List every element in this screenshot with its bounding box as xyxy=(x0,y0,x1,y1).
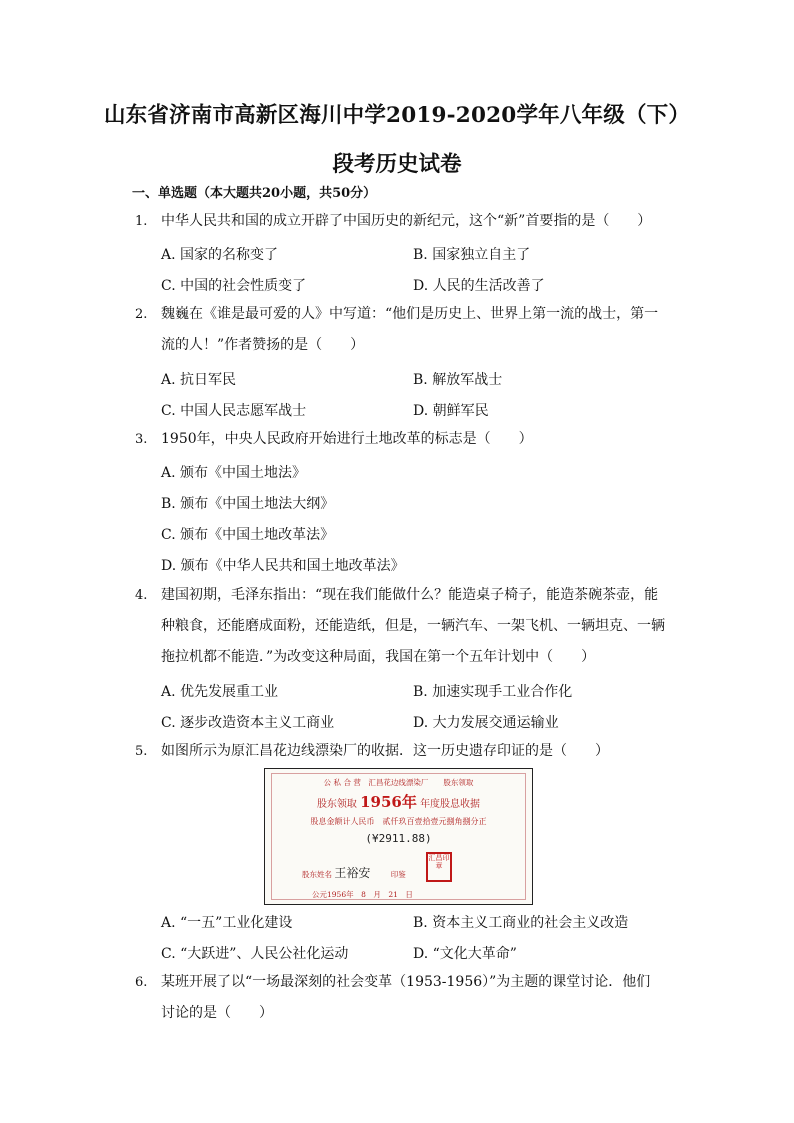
receipt-year: 1956年 xyxy=(360,793,417,811)
receipt-holder xyxy=(302,864,406,881)
question-text: 如图所示为原汇昌花边线漂染厂的收据．这一历史遗存印证的是（ ） xyxy=(161,743,609,759)
option-c[interactable]: C. 中国人民志愿军战士 xyxy=(161,403,307,419)
option-b[interactable]: B. 解放军战士 xyxy=(413,372,503,388)
option-b[interactable]: B. 颁布《中国土地法大纲》 xyxy=(161,496,335,512)
option-a[interactable]: A. 颁布《中国土地法》 xyxy=(161,465,307,481)
exam-subtitle: 段考历史试卷 xyxy=(332,152,462,177)
option-d[interactable]: D. 人民的生活改善了 xyxy=(413,278,545,294)
option-c[interactable]: C. 逐步改造资本主义工商业 xyxy=(161,715,335,731)
question-text: 中华人民共和国的成立开辟了中国历史的新纪元，这个“新”首要指的是（ ） xyxy=(161,213,652,229)
question-number: 2. xyxy=(135,307,148,322)
question-text: 1950年，中央人民政府开始进行土地改革的标志是（ ） xyxy=(161,431,533,447)
option-d[interactable]: D. 颁布《中华人民共和国土地改革法》 xyxy=(161,558,405,574)
option-b[interactable]: B. 加速实现手工业合作化 xyxy=(413,684,573,700)
receipt-header: 公 私 合 营 汇昌花边线漂染厂 股东领取 xyxy=(323,778,474,787)
question-number: 1. xyxy=(135,214,148,229)
exam-title: 山东省济南市高新区海川中学2019-2020学年八年级（下） xyxy=(103,103,691,128)
option-b[interactable]: B. 国家独立自主了 xyxy=(413,247,531,263)
option-a[interactable]: A. 国家的名称变了 xyxy=(161,247,279,263)
question-number: 5. xyxy=(135,744,148,759)
option-c[interactable]: C. 中国的社会性质变了 xyxy=(161,278,307,294)
receipt-year-prefix: 股东领取 xyxy=(316,799,357,810)
section-header: 一、单选题（本大题共20小题，共50分） xyxy=(132,186,377,201)
option-c[interactable]: C. 颁布《中国土地改革法》 xyxy=(161,527,335,543)
option-d[interactable]: D. “文化大革命” xyxy=(413,946,517,962)
question-text: 某班开展了以“一场最深刻的社会变革（1953-1956）”为主题的课堂讨论．他们 xyxy=(161,974,651,990)
receipt-year-suffix: 年度股息收据 xyxy=(420,799,481,810)
receipt-seal-stamp: 汇昌印章 xyxy=(426,852,452,882)
receipt-seal-label: 印鉴 xyxy=(390,870,406,879)
question-text: 流的人！”作者赞扬的是（ ） xyxy=(161,337,365,353)
receipt-year-line xyxy=(272,791,525,812)
option-a[interactable]: A. “一五”工业化建设 xyxy=(161,915,293,931)
option-c[interactable]: C. “大跃进”、人民公社化运动 xyxy=(161,946,349,962)
receipt-image xyxy=(264,768,533,905)
receipt-date: 公元1956年 8 月 21 日 xyxy=(312,890,413,899)
question-text: 建国初期，毛泽东指出：“现在我们能做什么？能造桌子椅子，能造茶碗茶壶，能 xyxy=(161,587,659,603)
question-text: 讨论的是（ ） xyxy=(161,1005,273,1021)
option-d[interactable]: D. 朝鲜军民 xyxy=(413,403,489,419)
question-text: 拖拉机都不能造．”为改变这种局面，我国在第一个五年计划中（ ） xyxy=(161,649,596,665)
question-number: 6. xyxy=(135,975,148,990)
option-b[interactable]: B. 资本主义工商业的社会主义改造 xyxy=(413,915,629,931)
receipt-holder-name: 王裕安 xyxy=(334,866,371,880)
receipt-amount-number: (¥2911.88) xyxy=(365,832,432,845)
option-a[interactable]: A. 优先发展重工业 xyxy=(161,684,279,700)
question-number: 3. xyxy=(135,432,148,447)
option-d[interactable]: D. 大力发展交通运输业 xyxy=(413,715,559,731)
question-text: 种粮食，还能磨成面粉，还能造纸，但是，一辆汽车、一架飞机、一辆坦克、一辆 xyxy=(161,618,665,634)
receipt-holder-label: 股东姓名 xyxy=(302,870,332,879)
question-text: 魏巍在《谁是最可爱的人》中写道：“他们是历史上、世界上第一流的战士，第一 xyxy=(161,306,659,322)
receipt-amount-text: 股息金额计人民币 贰仟玖百壹拾壹元捌角捌分正 xyxy=(310,817,487,826)
question-number: 4. xyxy=(135,588,148,603)
option-a[interactable]: A. 抗日军民 xyxy=(161,372,237,388)
